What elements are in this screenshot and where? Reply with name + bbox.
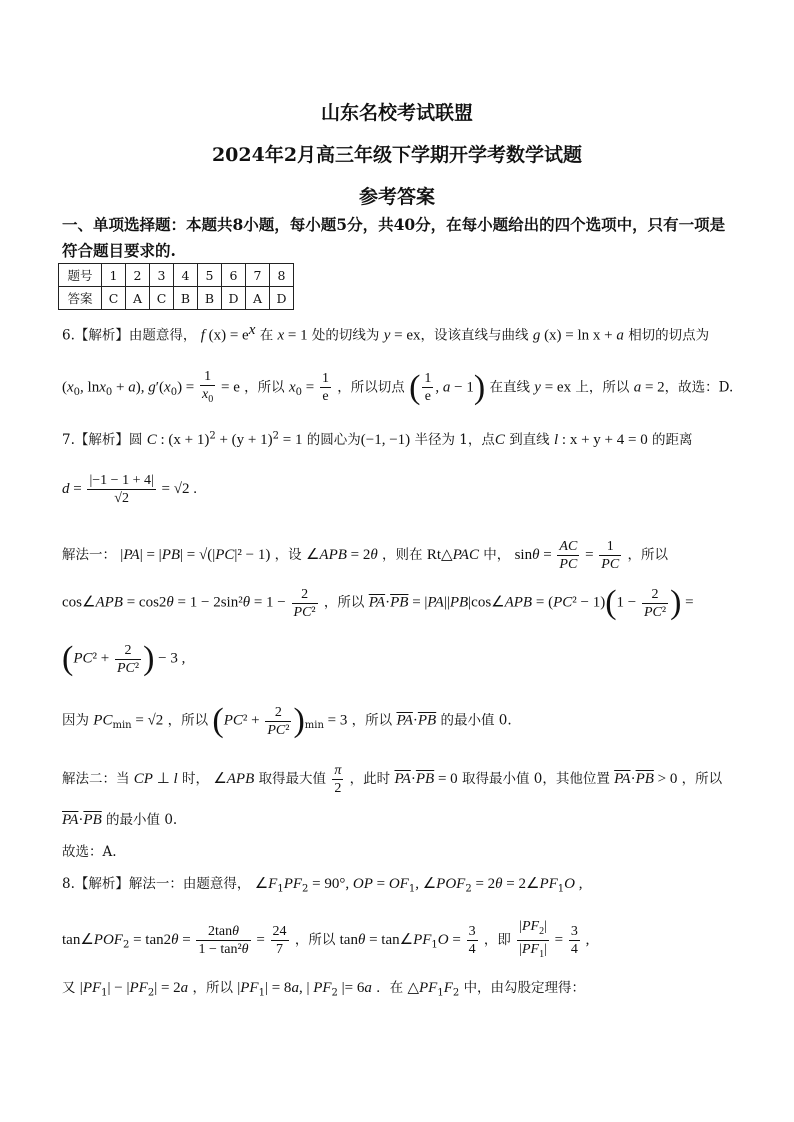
text: 取得最小值 0，其他位置	[461, 771, 610, 787]
q7-method1-line-1: 解法一： |PA| = |PB| = √(|PC|² − 1) ，设 ∠APB = 2θ ，则在 Rt△PAC 中， sinθ = $\frac{AC}{PC}$ = $\frac{1}{PC}$ ，所以	[62, 539, 668, 572]
text: ，所以切点	[337, 379, 405, 396]
table-cell: D	[270, 287, 294, 310]
text: 又	[62, 980, 76, 996]
text: ，所以	[351, 712, 393, 729]
q7-method1-line-3: (PC² + $\frac{2}{\text{PC²}}$ ) − 3 ,	[62, 640, 186, 677]
text: 上，所以	[575, 379, 630, 396]
text: 的最小值 0.	[106, 812, 178, 828]
text: ，即	[483, 931, 511, 948]
table-cell: 8	[270, 264, 294, 287]
text: ，所以	[323, 594, 365, 611]
text: 由题意得，	[128, 327, 197, 344]
text: 中，由勾股定理得：	[463, 980, 586, 996]
text: 相切的切点为	[628, 327, 710, 344]
text: 中，	[483, 547, 511, 563]
q6-line-2: ($x_0$, lnx$_0$ + a), $g'(x_0)$ = $\frac{1}{x_0}$ = e ，所以 $x_0$ = $\frac{1}{e}$ ，所以切点 ( $\frac{1}{e}$ , a − 1) 在直线 y = ex 上，所以 a = 2，故选：D.	[62, 368, 734, 406]
text: ，设该直线与曲线	[420, 327, 529, 344]
table-cell: A	[246, 287, 270, 310]
table-cell: C	[102, 287, 126, 310]
table-cell: B	[174, 287, 198, 310]
text: 因为	[62, 712, 89, 729]
table-cell: 4	[174, 264, 198, 287]
q7-distance: d = $\frac{|-1 - 1 + 4|}{√2}$ = √2 .	[62, 473, 197, 506]
text: 的圆心为	[306, 432, 361, 448]
text: 在直线	[489, 379, 530, 396]
q8-line-1: 8.【解析】解法一：由题意得， $\angle F_1PF_2 = 90^\circ$, OP = $OF_1$, $\angle POF_2 = 2\theta$ = $2\angle PF_1O$ ,	[62, 876, 583, 895]
q8-line-3: 又 $|PF_1| - |PF_2| = 2a$ ，所以 $|PF_1| = 8a$, | $PF_2$ |= 6a ．在 $\triangle PF_1F_2$ 中，由勾股定理得：	[62, 980, 586, 999]
q6-label: 6.【解析】	[62, 327, 129, 344]
text: ，所以	[192, 980, 233, 996]
text: ，所以	[244, 379, 285, 396]
text: 时，	[182, 771, 210, 787]
section1-heading: 一、单项选择题：本题共8小题，每小题5分，共40分，在每小题给出的四个选项中，只有一项是符合题目要求的.	[62, 215, 726, 260]
text: 圆	[128, 432, 143, 448]
table-row	[59, 264, 294, 287]
text: ，所以	[294, 931, 336, 948]
table-cell: 1	[102, 264, 126, 287]
q7-method2-line-1: 解法二：当 CP ⊥ l 时， ∠APB 取得最大值 $\frac{\pi}{2}$ ，此时 $\overline{PA}\cdot\overline{PB} = 0$ 取得最小值 0，其他位置 $\overline{PA}\cdot\overline{PB} > 0$ ，所以	[62, 763, 723, 796]
text: ，则在	[382, 547, 423, 563]
text: 解法二：当	[62, 771, 130, 787]
text: ，设	[274, 547, 302, 563]
table-cell: 6	[222, 264, 246, 287]
text: ，所以	[627, 547, 668, 563]
exam-title: 2024年2月高三年级下学期开学考数学试题	[211, 144, 583, 166]
text: 解法一：由题意得，	[128, 876, 251, 892]
table-cell: C	[150, 287, 174, 310]
text: 在	[259, 327, 274, 344]
answer-table	[58, 263, 294, 310]
q8-line-2: $\tan\angle POF_2 = \tan 2\theta$ = $\frac{2\tan\theta}{\text{1 − tan²θ}}$ = $\frac{24}{7}$ ，所以 $\tan\theta = \tan\angle PF_1O$ = $\frac{3}{4}$ ，即 $\frac{|PF_2|}{|PF_1|}$ = $\frac{3}{4}$ ,	[62, 919, 590, 960]
q7-line-1: 7.【解析】圆 C : $(x + 1)^2 + (y + 1)^2 = 1$ 的圆心为(−1, −1) 半径为 1，点C 到直线 l : x + y + 4 = 0 的距离	[62, 430, 693, 448]
table-cell: 5	[198, 264, 222, 287]
text: ，故选：D.	[664, 379, 734, 396]
q7-label: 7.【解析】	[62, 432, 129, 448]
q7-method1-line-2: cos∠APB = cos2θ = 1 − 2sin²θ = 1 − $\frac{2}{\text{PC²}}$ ，所以 $\overline{PA}\cdot\overline{PB}$ = |PA||PB|cos∠APB = (PC² − 1)(1 − $\frac{2}{\text{PC²}}$ ) =	[62, 584, 694, 621]
table-cell: A	[126, 287, 150, 310]
table-cell: B	[198, 287, 222, 310]
text: ，所以	[681, 771, 723, 787]
table-cell: D	[222, 287, 246, 310]
text: 到直线	[509, 432, 550, 448]
q6-line-1: 6.【解析】由题意得， f $(x) = e^x$ 在 x = 1 处的切线为 y = ex，设该直线与曲线 g (x) = ln x + a 相切的切点为	[62, 322, 710, 344]
org-title: 山东名校考试联盟	[320, 102, 473, 124]
text: 的最小值 0.	[440, 712, 512, 729]
table-row	[59, 287, 294, 310]
q7-choice: 故选：A.	[62, 844, 117, 860]
text: ，此时	[349, 771, 391, 787]
q8-label: 8.【解析】	[62, 876, 129, 892]
answer-key-title: 参考答案	[358, 186, 435, 208]
q7-method2-line-2: $\overline{PA}\cdot\overline{PB}$ 的最小值 0.	[62, 812, 178, 828]
table-cell: 3	[150, 264, 174, 287]
table-cell: 答案	[59, 287, 102, 310]
text: 解法一：	[62, 547, 116, 563]
text: ，所以	[167, 712, 209, 729]
text: ．在	[376, 980, 404, 996]
text: 的距离	[652, 432, 693, 448]
q7-method1-line-4: 因为 $PC_{min} = √2$ ，所以 (PC² + $\frac{2}{\text{PC²}}$ )$_{min} = 3$ ，所以 $\overline{PA}\cdot\overline{PB}$ 的最小值 0.	[62, 702, 512, 739]
text: 取得最大值	[258, 771, 327, 787]
table-cell: 题号	[59, 264, 102, 287]
text: 半径为 1，点	[414, 432, 495, 448]
table-cell: 2	[126, 264, 150, 287]
table-cell: 7	[246, 264, 270, 287]
text: 处的切线为	[311, 327, 380, 344]
